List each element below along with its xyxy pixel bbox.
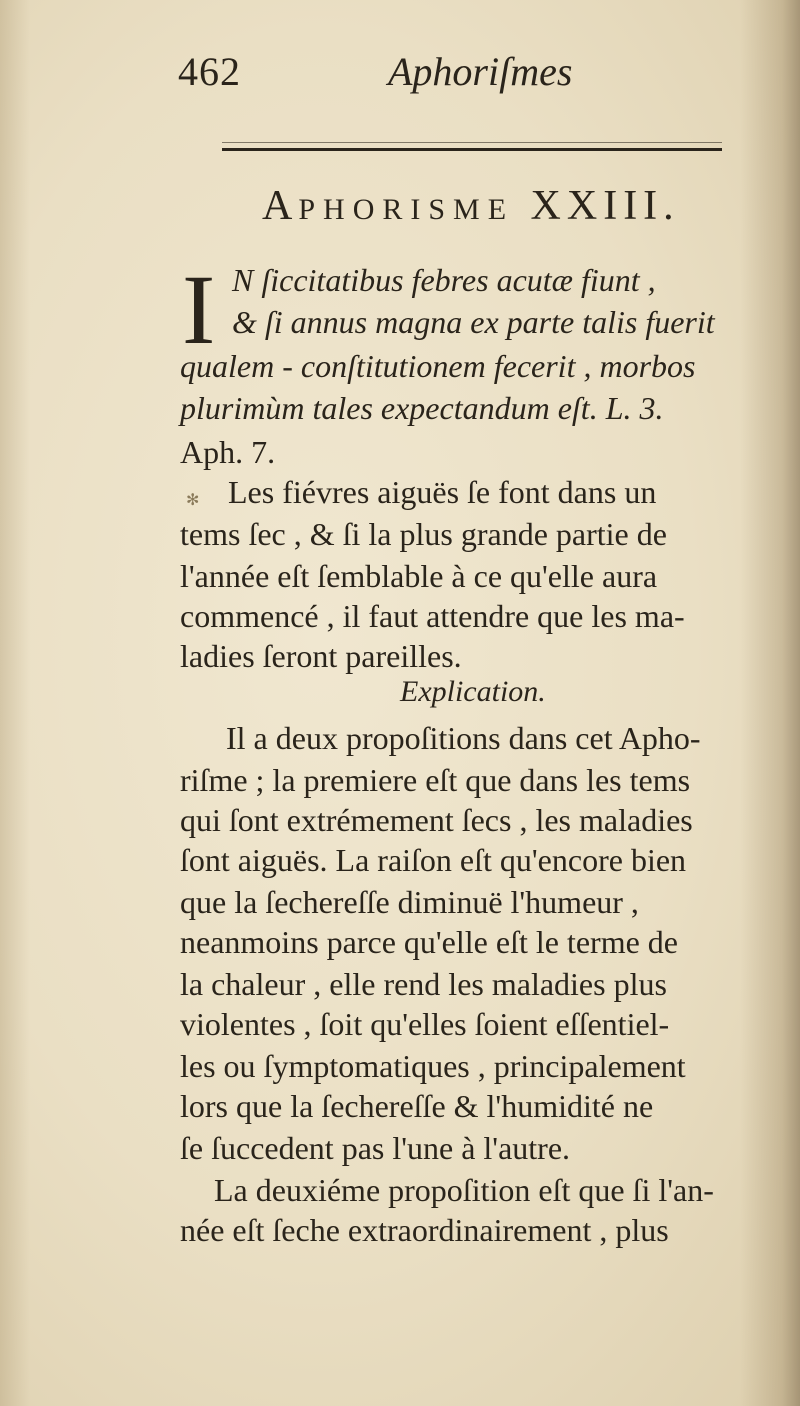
translation-line-3: l'année eſt ſemblable à ce qu'elle aura bbox=[180, 558, 658, 594]
explication-line-12: La deuxiéme propoſition eſt que ſi l'an- bbox=[214, 1172, 714, 1208]
ornament-mark: ✻ bbox=[186, 490, 200, 509]
explication-line-5: que la ſechereſſe diminuë l'humeur , bbox=[180, 884, 639, 920]
explication-line-4: ſont aiguës. La raiſon eſt qu'encore bien bbox=[180, 842, 687, 878]
explication-line-10: lors que la ſechereſſe & l'humidité ne bbox=[180, 1088, 654, 1124]
translation-line-1: Les fiévres aiguës ſe font dans un bbox=[228, 474, 657, 510]
aphorism-title bbox=[262, 182, 680, 230]
explication-line-2: riſme ; la premiere eſt que dans les tems bbox=[180, 762, 691, 798]
translation-line-2: tems ſec , & ſi la plus grande partie de bbox=[180, 516, 667, 552]
explication-line-7: la chaleur , elle rend les maladies plus bbox=[180, 966, 667, 1002]
page-number: 462 bbox=[178, 49, 241, 94]
explication-line-1: Il a deux propoſitions dans cet Apho- bbox=[226, 720, 701, 756]
title-numeral: XXIII. bbox=[530, 183, 680, 229]
explication-line-11: ſe ſuccedent pas l'une à l'autre. bbox=[180, 1130, 571, 1166]
explication-line-13: née eſt ſeche extraordinairement , plus bbox=[180, 1212, 669, 1248]
explication-heading: Explication. bbox=[400, 675, 546, 708]
translation-line-5: ladies ſeront pareilles. bbox=[180, 638, 462, 674]
header-rule bbox=[222, 148, 722, 151]
title-small-caps: PHORISME bbox=[298, 193, 515, 226]
page-left-edge bbox=[0, 0, 30, 1406]
explication-line-6: neanmoins parce qu'elle eſt le terme de bbox=[180, 924, 678, 960]
latin-line-4: plurimùm tales expectandum eſt. L. 3. bbox=[180, 390, 664, 426]
latin-line-3: qualem - conſtitutionem fecerit , morbos bbox=[180, 348, 696, 384]
latin-line-2: & ſi annus magna ex parte talis fuerit bbox=[232, 304, 715, 340]
explication-line-8: violentes , ſoit qu'elles ſoient eſſentiel- bbox=[180, 1006, 670, 1042]
translation-line-4: commencé , il faut attendre que les ma- bbox=[180, 598, 685, 634]
page-gutter-shadow bbox=[740, 0, 800, 1406]
latin-line-1: N ſiccitatibus febres acutæ fiunt , bbox=[232, 262, 656, 298]
latin-line-5: Aph. 7. bbox=[180, 434, 276, 470]
running-head: Aphoriſmes bbox=[388, 49, 573, 94]
explication-line-9: les ou ſymptomatiques , principalement bbox=[180, 1048, 686, 1084]
title-first-letter: A bbox=[262, 183, 299, 229]
page-header bbox=[178, 48, 738, 98]
explication-line-3: qui ſont extrémement ſecs , les maladies bbox=[180, 802, 693, 838]
header-rule-thin bbox=[222, 142, 722, 143]
drop-cap: I bbox=[182, 254, 216, 365]
